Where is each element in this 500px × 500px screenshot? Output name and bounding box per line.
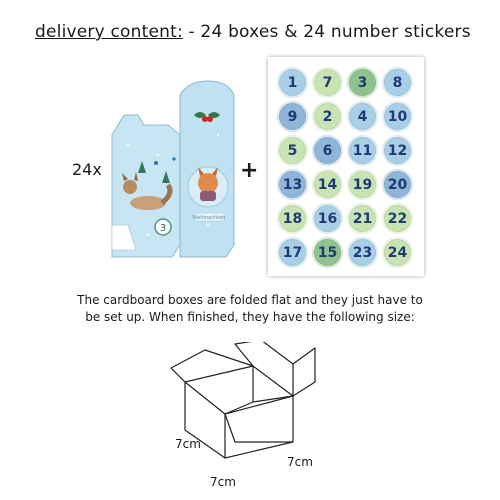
number-sticker: 17 bbox=[277, 237, 308, 268]
number-sticker: 5 bbox=[277, 135, 308, 166]
number-sticker: 12 bbox=[382, 135, 413, 166]
number-sticker: 16 bbox=[312, 203, 343, 234]
sticker-grid bbox=[277, 67, 417, 268]
sticker-sheet bbox=[268, 57, 424, 276]
number-sticker: 24 bbox=[382, 237, 413, 268]
number-sticker: 23 bbox=[347, 237, 378, 268]
number-sticker: 7 bbox=[312, 67, 343, 98]
dimension-height: 7cm bbox=[175, 437, 201, 451]
gift-box-illustration bbox=[108, 75, 238, 265]
headline-label: delivery content: bbox=[35, 22, 183, 42]
plus-sign: + bbox=[240, 158, 259, 183]
number-sticker: 6 bbox=[312, 135, 343, 166]
number-sticker: 21 bbox=[347, 203, 378, 234]
number-sticker: 3 bbox=[347, 67, 378, 98]
number-sticker: 8 bbox=[382, 67, 413, 98]
dimension-depth: 7cm bbox=[287, 455, 313, 469]
number-sticker: 4 bbox=[347, 101, 378, 132]
box-text-label: Weihnachten bbox=[192, 215, 226, 221]
number-sticker: 20 bbox=[382, 169, 413, 200]
number-sticker: 13 bbox=[277, 169, 308, 200]
number-sticker: 19 bbox=[347, 169, 378, 200]
headline-text: - 24 boxes & 24 number stickers bbox=[182, 22, 471, 42]
number-sticker: 14 bbox=[312, 169, 343, 200]
number-sticker: 22 bbox=[382, 203, 413, 234]
dimension-width: 7cm bbox=[210, 475, 236, 489]
box-number-label: 3 bbox=[159, 223, 167, 234]
number-sticker: 11 bbox=[347, 135, 378, 166]
number-sticker: 18 bbox=[277, 203, 308, 234]
number-sticker: 9 bbox=[277, 101, 308, 132]
headline bbox=[35, 22, 471, 42]
number-sticker: 2 bbox=[312, 101, 343, 132]
number-sticker: 15 bbox=[312, 237, 343, 268]
caption-line-2: be set up. When finished, they have the following size: bbox=[85, 310, 415, 324]
caption bbox=[40, 292, 460, 326]
box-count: 24x bbox=[72, 160, 102, 179]
number-sticker: 10 bbox=[382, 101, 413, 132]
caption-line-1: The cardboard boxes are folded flat and they just have to bbox=[77, 293, 423, 307]
number-sticker: 1 bbox=[277, 67, 308, 98]
